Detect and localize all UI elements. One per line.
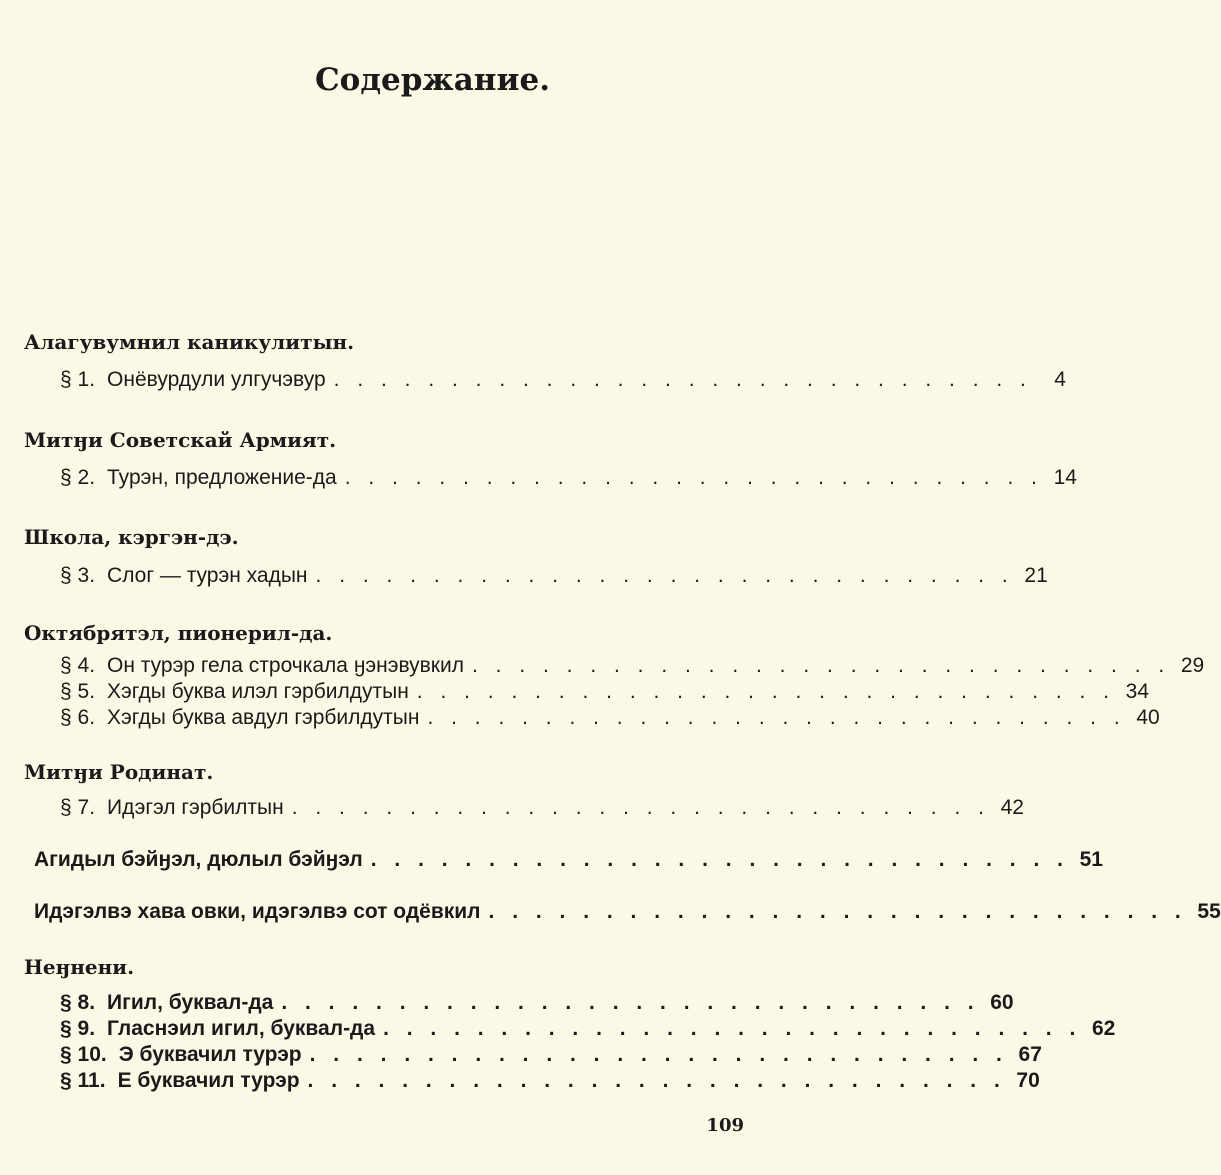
entry-number: § 1. bbox=[60, 368, 96, 391]
entry-label: Гласнэил игил, буквал-да bbox=[107, 1017, 376, 1040]
toc-entry[interactable] bbox=[60, 564, 1048, 592]
entry-label: Агидыл бэйӈэл, дюлыл бэйӈэл bbox=[34, 848, 363, 871]
toc-entry[interactable] bbox=[60, 1043, 1042, 1071]
toc-entry[interactable] bbox=[60, 680, 1150, 708]
entry-number: § 6. bbox=[60, 706, 96, 729]
entry-number: § 9. bbox=[60, 1017, 96, 1040]
toc-entry[interactable] bbox=[60, 466, 1077, 494]
entry-label: Игил, буквал-да bbox=[107, 991, 274, 1014]
entry-page: 67 bbox=[1018, 1043, 1042, 1066]
entry-page: 42 bbox=[1000, 796, 1024, 819]
leader-dots: . . . . . . . . . . . . . . . . . . . . . . . . . . . . . . bbox=[427, 706, 1126, 729]
toc-entry[interactable] bbox=[60, 991, 1014, 1019]
section-heading: Митӈи Родинат. bbox=[24, 760, 214, 784]
entry-label: Хэгды буква авдул гэрбилдутын bbox=[107, 706, 420, 729]
section-heading: Октябрятэл, пионерил-да. bbox=[24, 621, 333, 645]
leader-dots: . . . . . . . . . . . . . . . . . . . . . . . . . . . . . . bbox=[488, 900, 1187, 923]
entry-page: 14 bbox=[1053, 466, 1077, 489]
entry-label: Онёвурдули улгучэвур bbox=[107, 368, 326, 391]
toc-entry[interactable] bbox=[60, 1017, 1116, 1045]
section-heading: Неӈнени. bbox=[24, 955, 135, 979]
entry-label: Он турэр гела строчкала ӈэнэвувкил bbox=[107, 654, 464, 677]
leader-dots: . . . . . . . . . . . . . . . . . . . . . . . . . . . . . . bbox=[370, 848, 1069, 871]
entry-page: 4 bbox=[1054, 368, 1066, 391]
leader-dots: . . . . . . . . . . . . . . . . . . . . . . . . . . . . . . bbox=[315, 564, 1014, 587]
entry-number: § 7. bbox=[60, 796, 96, 819]
entry-number: § 5. bbox=[60, 680, 96, 703]
entry-label: Идэгэл гэрбилтын bbox=[107, 796, 284, 819]
entry-page: 55 bbox=[1197, 900, 1221, 923]
entry-number: § 10. bbox=[60, 1043, 107, 1066]
leader-dots: . . . . . . . . . . . . . . . . . . . . . . . . . . . . . . bbox=[416, 680, 1116, 703]
entry-page: 62 bbox=[1091, 1017, 1116, 1040]
entry-page: 21 bbox=[1024, 564, 1048, 587]
toc-entry[interactable] bbox=[34, 900, 1221, 928]
toc-entry[interactable] bbox=[60, 796, 1024, 824]
entry-number: § 8. bbox=[60, 991, 96, 1014]
section-heading: Школа, кэргэн-дэ. bbox=[24, 525, 239, 549]
toc-entry[interactable] bbox=[60, 1069, 1040, 1097]
entry-label: Э буквачил турэр bbox=[118, 1043, 302, 1066]
leader-dots: . . . . . . . . . . . . . . . . . . . . . . . . . . . . . . bbox=[307, 1069, 1006, 1092]
entry-page: 51 bbox=[1079, 848, 1103, 871]
entry-page: 70 bbox=[1016, 1069, 1040, 1092]
toc-entry[interactable] bbox=[60, 706, 1160, 734]
leader-dots: . . . . . . . . . . . . . . . . . . . . . . . . . . . . . . bbox=[344, 466, 1043, 489]
entry-page: 40 bbox=[1136, 706, 1160, 729]
entry-number: § 3. bbox=[60, 564, 96, 587]
leader-dots: . . . . . . . . . . . . . . . . . . . . . . . . . . . . . . bbox=[291, 796, 990, 819]
leader-dots: . . . . . . . . . . . . . . . . . . . . . . . . . . . . . . bbox=[333, 368, 1032, 391]
leader-dots: . . . . . . . . . . . . . . . . . . . . . . . . . . . . . . bbox=[281, 991, 980, 1014]
entry-label: Слог — турэн хадын bbox=[107, 564, 308, 587]
entry-page: 29 bbox=[1180, 654, 1205, 677]
leader-dots: . . . . . . . . . . . . . . . . . . . . . . . . . . . . . . bbox=[309, 1043, 1008, 1066]
section-heading: Алагувумнил каникулитын. bbox=[24, 330, 355, 354]
toc-entry[interactable] bbox=[60, 654, 1205, 682]
entry-label: Идэгэлвэ хава овки, идэгэлвэ сот одёвкил bbox=[34, 900, 481, 923]
entry-label: Хэгды буква илэл гэрбилдутын bbox=[107, 680, 409, 703]
entry-page: 34 bbox=[1125, 680, 1150, 703]
entry-number: § 11. bbox=[60, 1069, 106, 1092]
entry-page: 60 bbox=[990, 991, 1014, 1014]
entry-label: Турэн, предложение-да bbox=[107, 466, 337, 489]
entry-label: Е буквачил турэр bbox=[117, 1069, 300, 1092]
toc-entry[interactable] bbox=[34, 848, 1103, 876]
leader-dots: . . . . . . . . . . . . . . . . . . . . . . . . . . . . . . bbox=[383, 1017, 1082, 1040]
entry-number: § 4. bbox=[60, 654, 96, 677]
page-number: 109 bbox=[706, 1115, 744, 1136]
toc-entry[interactable] bbox=[60, 368, 1066, 396]
leader-dots: . . . . . . . . . . . . . . . . . . . . . . . . . . . . . . bbox=[471, 654, 1171, 677]
page-title: Содержание. bbox=[315, 62, 550, 98]
section-heading: Митӈи Советскай Армият. bbox=[24, 428, 337, 452]
entry-number: § 2. bbox=[60, 466, 96, 489]
